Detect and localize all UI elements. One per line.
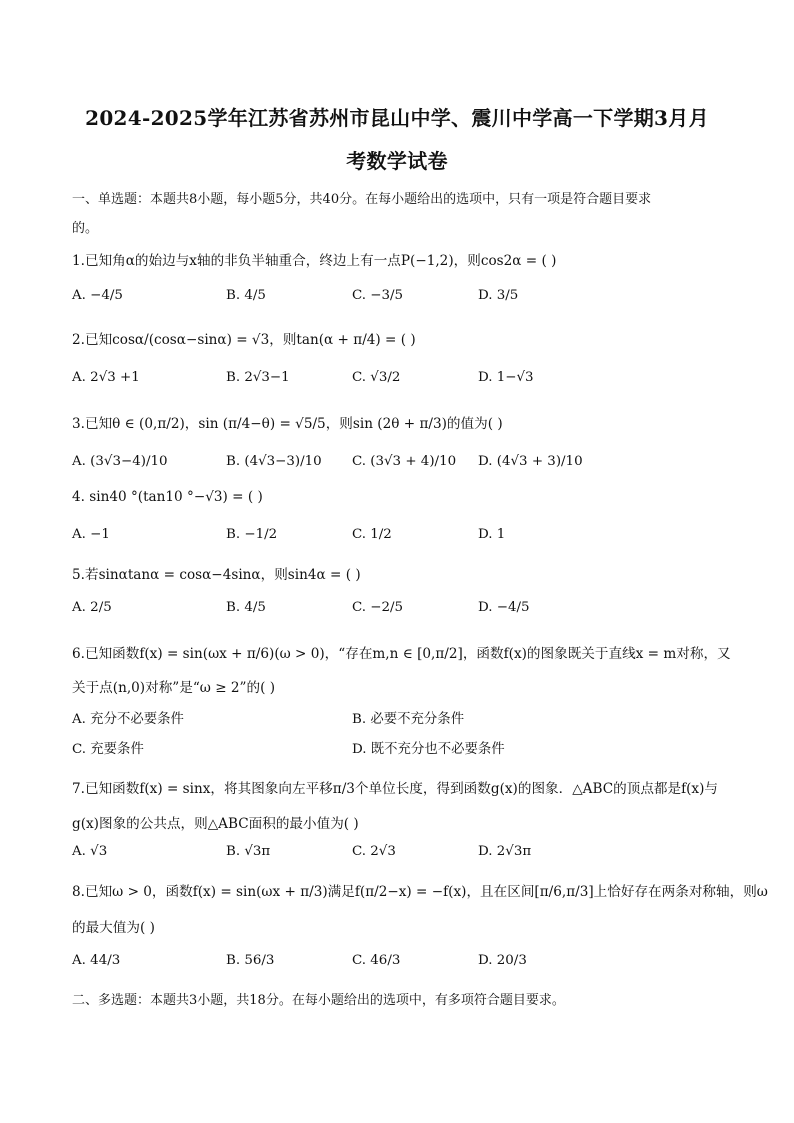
question-6-option-b: B. 必要不充分条件: [352, 712, 465, 727]
question-6-stem-cont: 关于点(n,0)对称”是“ω ≥ 2”的( ): [72, 680, 276, 696]
question-8-option-a: A. 44/3: [72, 953, 121, 968]
question-7-option-b: B. √3π: [226, 844, 271, 859]
question-3-option-d: D. (4√3 + 3)/10: [478, 454, 583, 469]
question-7-option-d: D. 2√3π: [478, 844, 532, 859]
question-2-option-c: C. √3/2: [352, 370, 401, 385]
question-6-option-c: C. 充要条件: [72, 742, 144, 757]
question-5-option-c: C. −2/5: [352, 600, 404, 615]
question-4-option-b: B. −1/2: [226, 527, 278, 542]
question-1-stem: 1.已知角α的始边与x轴的非负半轴重合，终边上有一点P(−1,2)，则cos2α = ( ): [72, 253, 557, 269]
question-4-option-c: C. 1/2: [352, 527, 392, 542]
exam-title-line-2: 考数学试卷: [346, 149, 448, 173]
question-2-option-b: B. 2√3−1: [226, 370, 290, 385]
question-5-option-d: D. −4/5: [478, 600, 530, 615]
question-2-stem: 2.已知cosα/(cosα−sinα) = √3，则tan(α + π/4) = ( ): [72, 332, 416, 348]
section-2-instructions: 二、多选题：本题共3小题，共18分。在每小题给出的选项中，有多项符合题目要求。: [72, 993, 565, 1008]
question-5-option-b: B. 4/5: [226, 600, 266, 615]
question-4-stem: 4. sin40 °(tan10 °−√3) = ( ): [72, 489, 263, 505]
question-4-option-a: A. −1: [72, 527, 110, 542]
question-2-option-a: A. 2√3 +1: [72, 370, 140, 385]
question-1-option-a: A. −4/5: [72, 288, 123, 303]
question-5-stem: 5.若sinαtanα = cosα−4sinα，则sin4α = ( ): [72, 567, 361, 583]
exam-title-line-1: 2024-2025学年江苏省苏州市昆山中学、震川中学高一下学期3月月: [85, 106, 709, 130]
question-3-option-c: C. (3√3 + 4)/10: [352, 454, 457, 469]
question-8-option-b: B. 56/3: [226, 953, 275, 968]
question-1-option-b: B. 4/5: [226, 288, 266, 303]
section-1-instructions-cont: 的。: [72, 221, 99, 236]
question-4-option-d: D. 1: [478, 527, 506, 542]
question-7-stem: 7.已知函数f(x) = sinx，将其图象向左平移π/3个单位长度，得到函数g(x)的图象．△ABC的顶点都是f(x)与: [72, 781, 718, 797]
question-8-option-d: D. 20/3: [478, 953, 527, 968]
question-2-option-d: D. 1−√3: [478, 370, 534, 385]
question-6-option-d: D. 既不充分也不必要条件: [352, 742, 505, 757]
question-6-stem: 6.已知函数f(x) = sin(ωx + π/6)(ω > 0)，“存在m,n ∈ [0,π/2]，函数f(x)的图象既关于直线x = m对称，又: [72, 646, 731, 662]
question-8-stem: 8.已知ω > 0，函数f(x) = sin(ωx + π/3)满足f(π/2−x) = −f(x)，且在区间[π/6,π/3]上恰好存在两条对称轴，则ω: [72, 884, 768, 900]
section-1-instructions: 一、单选题：本题共8小题，每小题5分，共40分。在每小题给出的选项中，只有一项是符合题目要求: [72, 192, 652, 207]
question-7-option-a: A. √3: [72, 844, 108, 859]
question-1-option-d: D. 3/5: [478, 288, 519, 303]
question-6-option-a: A. 充分不必要条件: [72, 712, 184, 727]
question-1-option-c: C. −3/5: [352, 288, 404, 303]
question-5-option-a: A. 2/5: [72, 600, 112, 615]
question-3-option-b: B. (4√3−3)/10: [226, 454, 322, 469]
question-3-stem: 3.已知θ ∈ (0,π/2)，sin (π/4−θ) = √5/5，则sin (2θ + π/3)的值为( ): [72, 416, 503, 432]
question-7-stem-cont: g(x)图象的公共点，则△ABC面积的最小值为( ): [72, 816, 359, 832]
question-3-option-a: A. (3√3−4)/10: [72, 454, 168, 469]
question-8-stem-cont: 的最大值为( ): [72, 920, 155, 936]
question-7-option-c: C. 2√3: [352, 844, 396, 859]
question-8-option-c: C. 46/3: [352, 953, 401, 968]
